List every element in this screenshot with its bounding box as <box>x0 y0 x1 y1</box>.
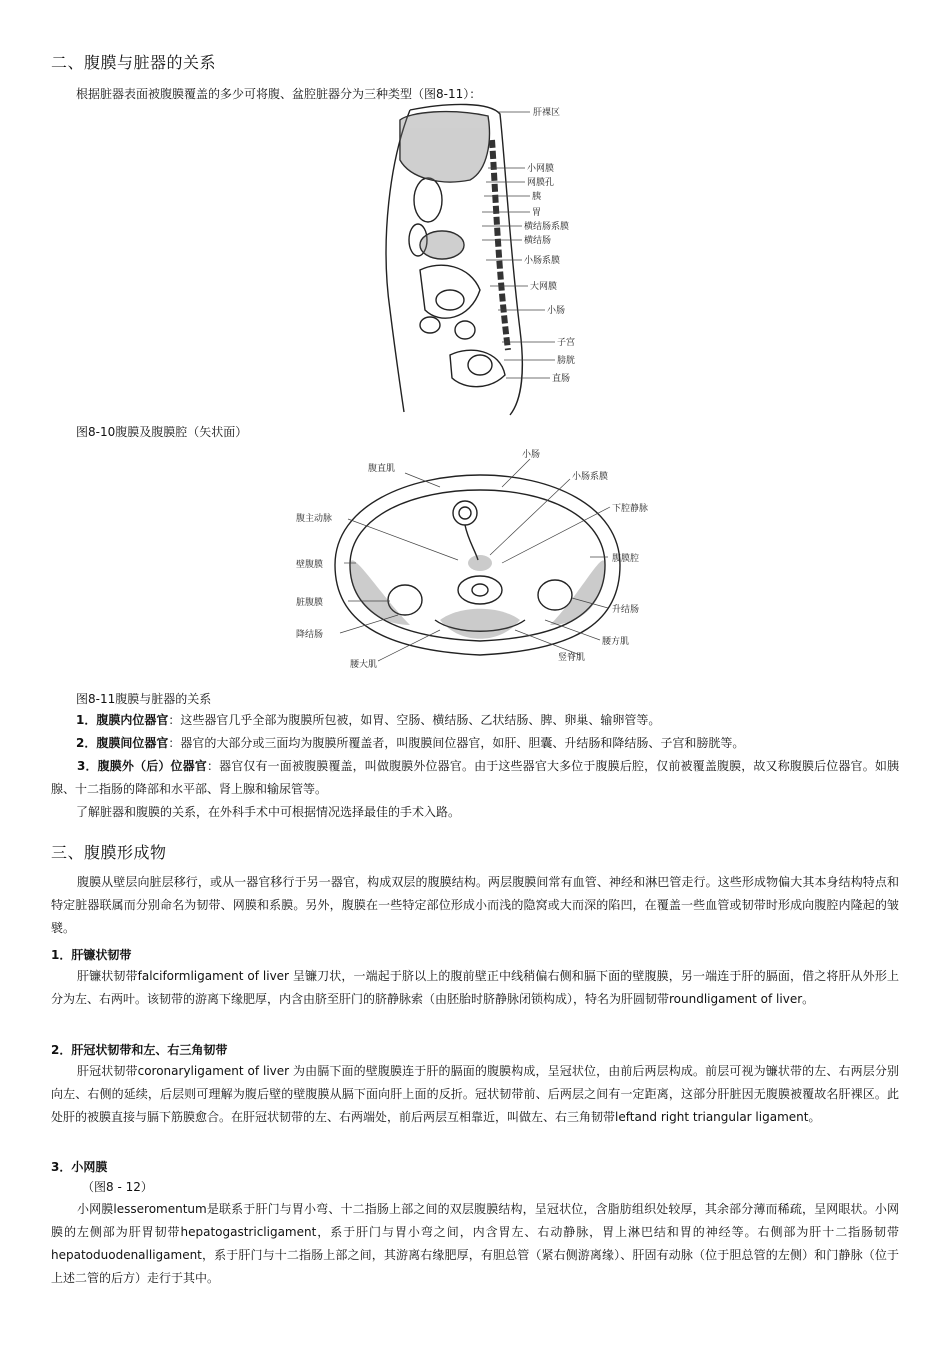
figure-transverse-section <box>290 445 670 675</box>
item3-figref: （图8 - 12） <box>82 1180 153 1194</box>
label-descending-colon: 降结肠 <box>296 630 324 640</box>
label-top-small-intestine: 小肠 <box>522 450 541 460</box>
type-3-title: 3．腹膜外（后）位器官 <box>77 759 207 773</box>
label-stomach: 胃 <box>532 208 542 218</box>
label-quadratus-lumborum: 腰方肌 <box>602 637 630 647</box>
type-intraperitoneal <box>76 712 660 728</box>
figure-11-caption: 图8-11腹膜与脏器的关系 <box>76 692 212 706</box>
section3-intro: 腹膜从壁层向脏层移行，或从一器官移行于另一器官，构成双层的腹膜结构。两层腹膜间常有血管、神经和淋巴管走行。这些形成物偏大其本身结构特点和特定脏器联属而分别命名为韧带、网膜和系膜。另外，腹膜在一些特定部位形成小而浅的隐窝或大而深的陷凹，在覆盖一些血管或韧带时形成向腹腔内隆起的皱襞。 <box>51 875 899 935</box>
label-mesentery: 小肠系膜 <box>524 256 561 266</box>
label-visceral-peritoneum: 脏腹膜 <box>296 598 324 608</box>
label-ascending-colon: 升结肠 <box>612 605 640 615</box>
label-hepatic-bare-area: 肝裸区 <box>533 108 561 118</box>
label-inferior-vena-cava: 下腔静脉 <box>612 504 649 514</box>
understand-paragraph: 了解脏器和腹膜的关系，在外科手术中可根据情况选择最佳的手术入路。 <box>76 805 461 819</box>
label-rectus-abdominis: 腹直肌 <box>368 464 396 474</box>
type-2-title: 2．腹膜间位器官 <box>76 736 169 750</box>
item2-text: 肝冠状韧带coronaryligament of liver 为由膈下面的壁腹膜连于肝的膈面的腹膜构成，呈冠状位，由前后两层构成。前层可视为镰状带的左、右两层分别向左、右侧的延续，后层则可理解为腹后壁的壁腹膜从膈下面向肝上面的反折。冠状韧带前、后两层之间有一定距离，这部分肝脏因无腹膜被覆故名肝裸区。此处肝的被膜直接与膈下筋膜愈合。在肝冠状韧带的左、右两端处，前后两层互相靠近，叫做左、右三角韧带leftand right triangular ligament。 <box>51 1064 899 1124</box>
label-lesser-omentum: 小网膜 <box>527 164 555 174</box>
label-abdominal-aorta: 腹主动脉 <box>296 514 333 524</box>
item3-title: 3．小网膜 <box>51 1160 108 1174</box>
item1-title: 1．肝镰状韧带 <box>51 948 132 962</box>
item3-text: 小网膜lesseromentum是联系于肝门与胃小弯、十二指肠上部之间的双层腹膜结构，呈冠状位，含脂肪组织处较厚，其余部分薄而稀疏，呈网眼状。小网膜的左侧部为肝胃韧带hepatogastricligament，系于肝门与胃小弯之间，内含胃左、右动静脉，胃上淋巴结和胃的神经等。右侧部为肝十二指肠韧带hepatoduodenalligament，系于肝门与十二指肠上部之间，其游离右缘肥厚，有胆总管（紧右侧游离缘）、肝固有动脉（位于胆总管的左侧）和门静脉（位于上述二管的后方）走行于其中。 <box>51 1202 899 1285</box>
label-uterus: 子宫 <box>557 338 576 348</box>
label-transverse-mesocolon: 横结肠系膜 <box>524 222 570 232</box>
transverse-diagram <box>290 445 670 675</box>
label-bladder: 膀胱 <box>557 356 576 366</box>
label-transverse-colon: 横结肠 <box>524 236 552 246</box>
label-peritoneal-cavity: 腹膜腔 <box>612 554 640 564</box>
type-interperitoneal <box>76 735 744 751</box>
item2-title: 2．肝冠状韧带和左、右三角韧带 <box>51 1043 228 1057</box>
section2-intro: 根据脏器表面被腹膜覆盖的多少可将腹、盆腔脏器分为三种类型（图8-11）： <box>76 87 482 101</box>
figure-sagittal-section <box>370 100 620 418</box>
label-greater-omentum: 大网膜 <box>530 282 558 292</box>
label-rectum: 直肠 <box>552 374 571 384</box>
type-1-text: ：这些器官几乎全部为腹膜所包被，如胃、空肠、横结肠、乙状结肠、脾、卵巢、输卵管等。 <box>168 713 661 727</box>
figure-10-caption: 图8-10腹膜及腹膜腔（矢状面） <box>76 425 248 439</box>
type-1-title: 1．腹膜内位器官 <box>76 713 169 727</box>
label-omental-foramen: 网膜孔 <box>527 178 555 188</box>
label-small-intestine: 小肠 <box>547 306 566 316</box>
label-mesentery-transverse: 小肠系膜 <box>572 472 609 482</box>
label-pancreas: 胰 <box>532 192 542 202</box>
sagittal-diagram <box>370 100 620 418</box>
label-parietal-peritoneum: 壁腹膜 <box>296 560 324 570</box>
label-psoas-major: 腰大肌 <box>350 660 378 670</box>
item1-text: 肝镰状韧带falciformligament of liver 呈镰刀状，一端起于脐以上的腹前壁正中线稍偏右侧和膈下面的壁腹膜，另一端连于肝的膈面，借之将肝从外形上分为左、右两叶。该韧带的游离下缘肥厚，内含由脐至肝门的脐静脉索（由胚胎时脐静脉闭锁构成），特名为肝圆韧带roundligament of liver。 <box>51 969 899 1006</box>
label-erector-spinae: 竖脊肌 <box>558 653 586 663</box>
type-extraperitoneal <box>51 755 899 801</box>
section3-heading: 三、腹膜形成物 <box>51 843 167 862</box>
type-2-text: ：器官的大部分或三面均为腹膜所覆盖者，叫腹膜间位器官，如肝、胆囊、升结肠和降结肠、子宫和膀胱等。 <box>168 736 745 750</box>
type-3-text: ：器官仅有一面被腹膜覆盖，叫做腹膜外位器官。由于这些器官大多位于腹膜后腔，仅前被覆盖腹膜，故又称腹膜后位器官。如胰腺、十二指肠的降部和水平部、肾上腺和输尿管等。 <box>51 759 899 796</box>
section2-heading: 二、腹膜与脏器的关系 <box>51 53 217 72</box>
